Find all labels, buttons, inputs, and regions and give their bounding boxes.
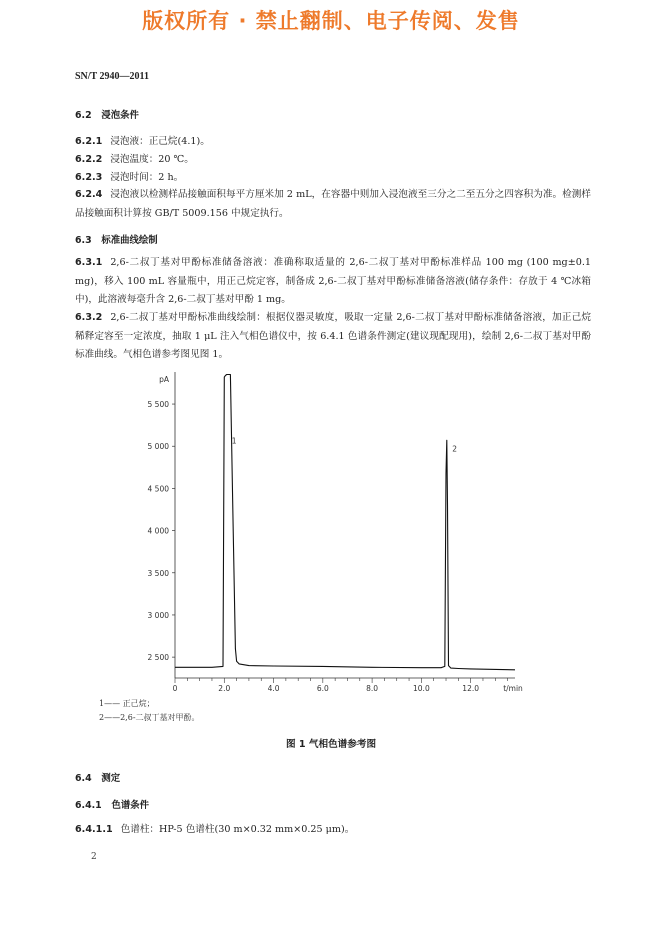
- y-tick-label: 4 500: [147, 484, 169, 494]
- clause-text: 浸泡温度：20 ℃。: [110, 154, 194, 165]
- x-axis-label: t/min: [503, 684, 523, 693]
- section-number: 6.4.1: [75, 800, 102, 811]
- clause-text: 2,6-二叔丁基对甲酚标准曲线绘制：根据仪器灵敏度，吸取一定量 2,6-二叔丁基对甲酚标准储备溶液，加正己烷稀释定容至一定浓度，抽取 1 μL 注入气相色谱仪中，按 6.4.1 色谱条件测定(建议现配现用)，绘制 2,6-二叔丁基对甲酚标准曲线。气相色谱参考图见图 1。: [75, 312, 591, 360]
- x-tick-label: 6.0: [316, 684, 329, 693]
- clause-number: 6.3.2: [75, 312, 103, 323]
- x-tick-label: 12.0: [462, 684, 480, 693]
- clause-text: 色谱柱：HP-5 色谱柱(30 m×0.32 mm×0.25 μm)。: [120, 824, 355, 835]
- legend-item-1: 1—— 正己烷；: [99, 699, 155, 708]
- clause-text: 2,6-二叔丁基对甲酚标准储备溶液：准确称取适量的 2,6-二叔丁基对甲酚标准样品 100 mg (100 mg±0.1 mg)，移入 100 mL 容量瓶中，用正己烷定容，制备成 2,6-二叔丁基对甲酚标准储备溶液(储存条件：存放于 4 ℃冰箱中)，此溶液每毫升含 2,6-二叔丁基对甲酚 1 mg。: [75, 257, 591, 305]
- clause-text: 浸泡时间：2 h。: [110, 172, 184, 183]
- heading-6-4-1: [75, 796, 595, 815]
- section-number: 6.2: [75, 110, 92, 121]
- legend-item-2: 2——2,6-二叔丁基对甲酚。: [99, 713, 200, 722]
- copyright-banner: 版权所有 · 禁止翻制、电子传阅、发售: [142, 9, 520, 33]
- section-number: 6.4: [75, 773, 92, 784]
- section-title: 标准曲线绘制: [101, 235, 158, 246]
- y-tick-label: 3 500: [147, 568, 169, 578]
- section-title: 浸泡条件: [101, 110, 139, 121]
- clause-6-4-1-1: [75, 820, 595, 839]
- heading-6-4: [75, 769, 595, 788]
- x-tick-label: 4.0: [267, 684, 280, 693]
- section-title: 色谱条件: [111, 800, 150, 811]
- clause-text: 浸泡液以检测样品接触面积每平方厘米加 2 mL，在容器中则加入浸泡液至三分之二至五分之四容积为准。检测样品接触面积计算按 GB/T 5009.156 中规定执行。: [75, 189, 591, 219]
- clause-number: 6.2.1: [75, 136, 103, 147]
- y-tick-label: 4 000: [147, 526, 169, 536]
- series-line: [175, 375, 515, 670]
- y-tick-label: 5 500: [147, 400, 169, 410]
- section-number: 6.3: [75, 235, 92, 246]
- peak-label: 2: [452, 444, 458, 454]
- x-tick-label: 8.0: [366, 684, 379, 693]
- x-tick-label: 0: [172, 684, 178, 693]
- clause-text: 浸泡液：正己烷(4.1)。: [110, 136, 210, 147]
- clause-number: 6.2.3: [75, 172, 103, 183]
- peak-label: 1: [231, 436, 237, 446]
- x-tick-label: 10.0: [413, 684, 430, 693]
- y-tick-label: 3 000: [147, 610, 169, 620]
- clause-number: 6.3.1: [75, 257, 103, 268]
- clause-number: 6.2.2: [75, 154, 103, 165]
- section-title: 测定: [101, 773, 121, 784]
- clause-number: 6.4.1.1: [75, 824, 113, 835]
- y-tick-label: 5 000: [147, 442, 169, 452]
- standard-code: SN/T 2940—2011: [75, 71, 149, 82]
- x-tick-label: 2.0: [218, 684, 231, 693]
- y-tick-label: 2 500: [147, 653, 169, 663]
- figure-caption: 图 1 气相色谱参考图: [285, 739, 377, 750]
- clause-number: 6.2.4: [75, 189, 103, 200]
- page-number: 2: [91, 852, 97, 862]
- y-axis-label: pA: [159, 375, 169, 384]
